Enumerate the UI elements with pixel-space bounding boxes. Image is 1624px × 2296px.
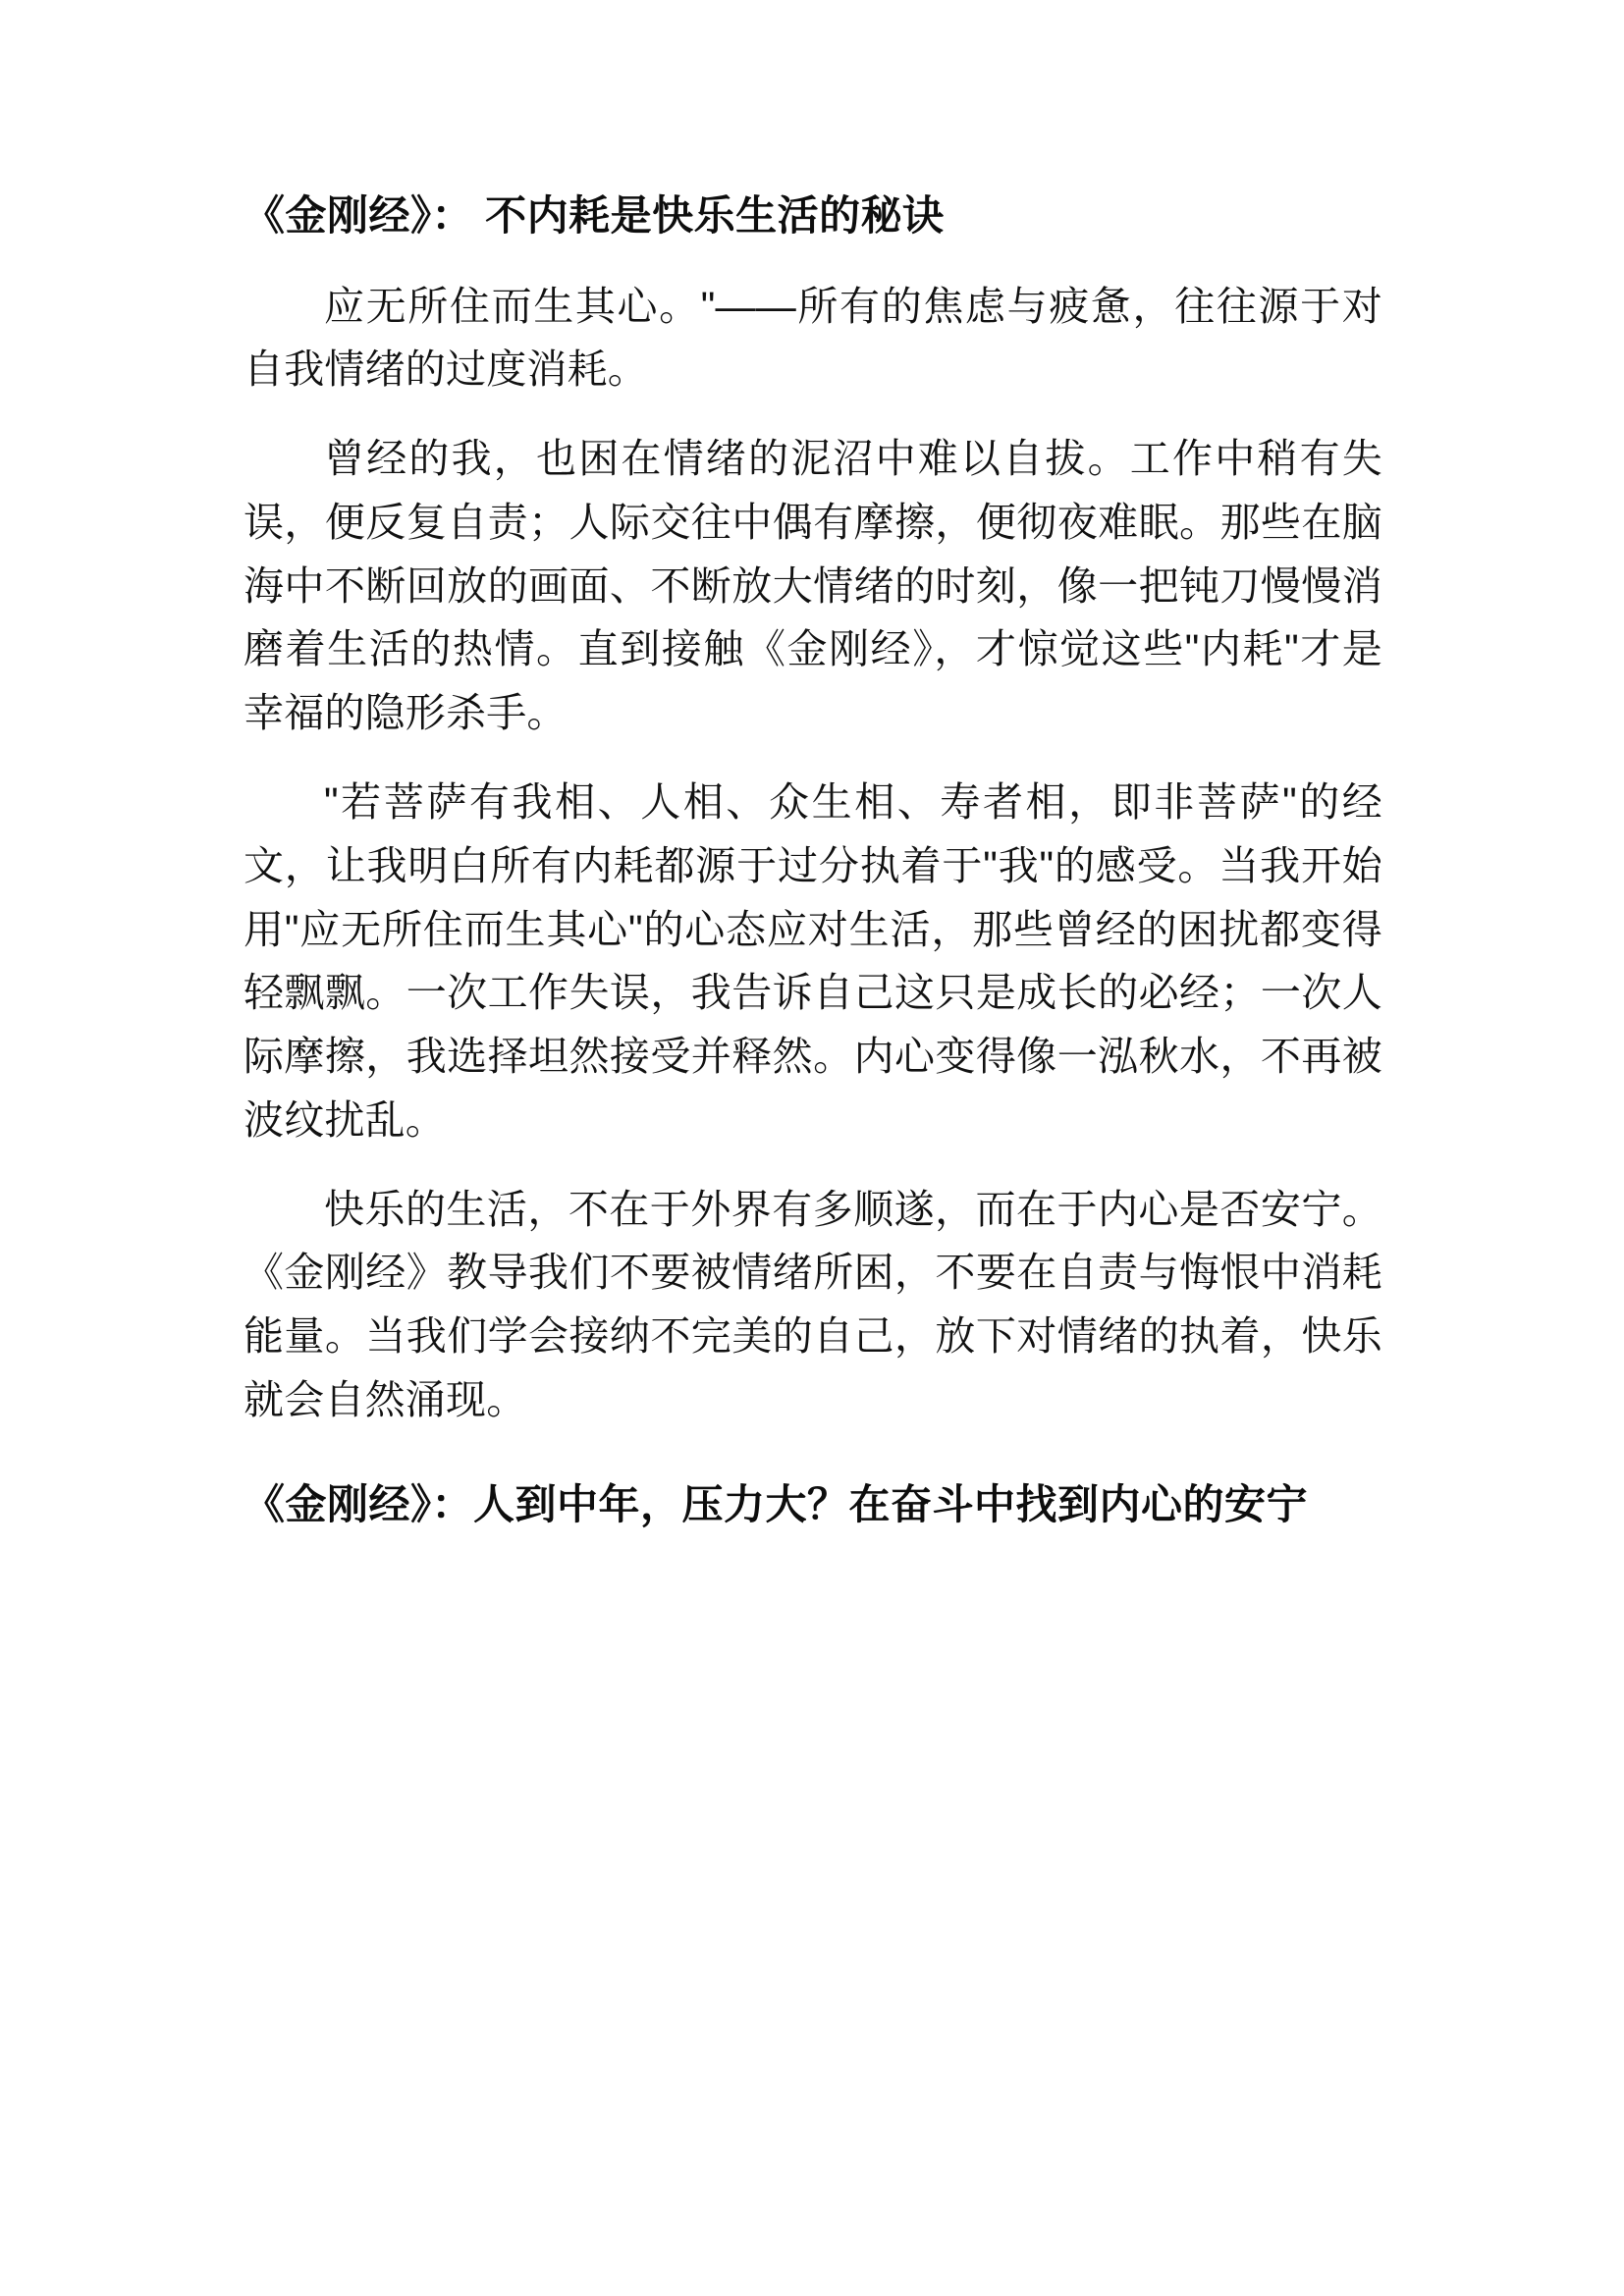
document-body [244, 187, 1382, 1535]
section-heading-1: 《金刚经》： 不内耗是快乐生活的秘诀 [244, 192, 945, 239]
paragraph-4: 快乐的生活，不在于外界有多顺遂，而在于内心是否安宁。《金刚经》教导我们不要被情绪所困，不要在自责与悔恨中消耗能量。当我们学会接纳不完美的自己，放下对情绪的执着，快乐就会自然涌现。 [244, 1186, 1382, 1422]
section-heading-2: 《金刚经》：人到中年，压力大？在奋斗中找到内心的安宁 [244, 1480, 1309, 1527]
paragraph-3: "若菩萨有我相、人相、众生相、寿者相，即非菩萨"的经文，让我明白所有内耗都源于过分执着于"我"的感受。当我开始用"应无所住而生其心"的心态应对生活，那些曾经的困扰都变得轻飘飘。一次工作失误，我告诉自己这只是成长的必经；一次人际摩擦，我选择坦然接受并释然。内心变得像一泓秋水，不再被波纹扰乱。 [244, 778, 1382, 1143]
paragraph-2: 曾经的我，也困在情绪的泥沼中难以自拔。工作中稍有失误，便反复自责；人际交往中偶有摩擦，便彻夜难眠。那些在脑海中不断回放的画面、不断放大情绪的时刻，像一把钝刀慢慢消磨着生活的热情。直到接触《金刚经》，才惊觉这些"内耗"才是幸福的隐形杀手。 [244, 436, 1382, 736]
paragraph-1: 应无所住而生其心。"——所有的焦虑与疲惫，往往源于对自我情绪的过度消耗。 [244, 283, 1382, 393]
